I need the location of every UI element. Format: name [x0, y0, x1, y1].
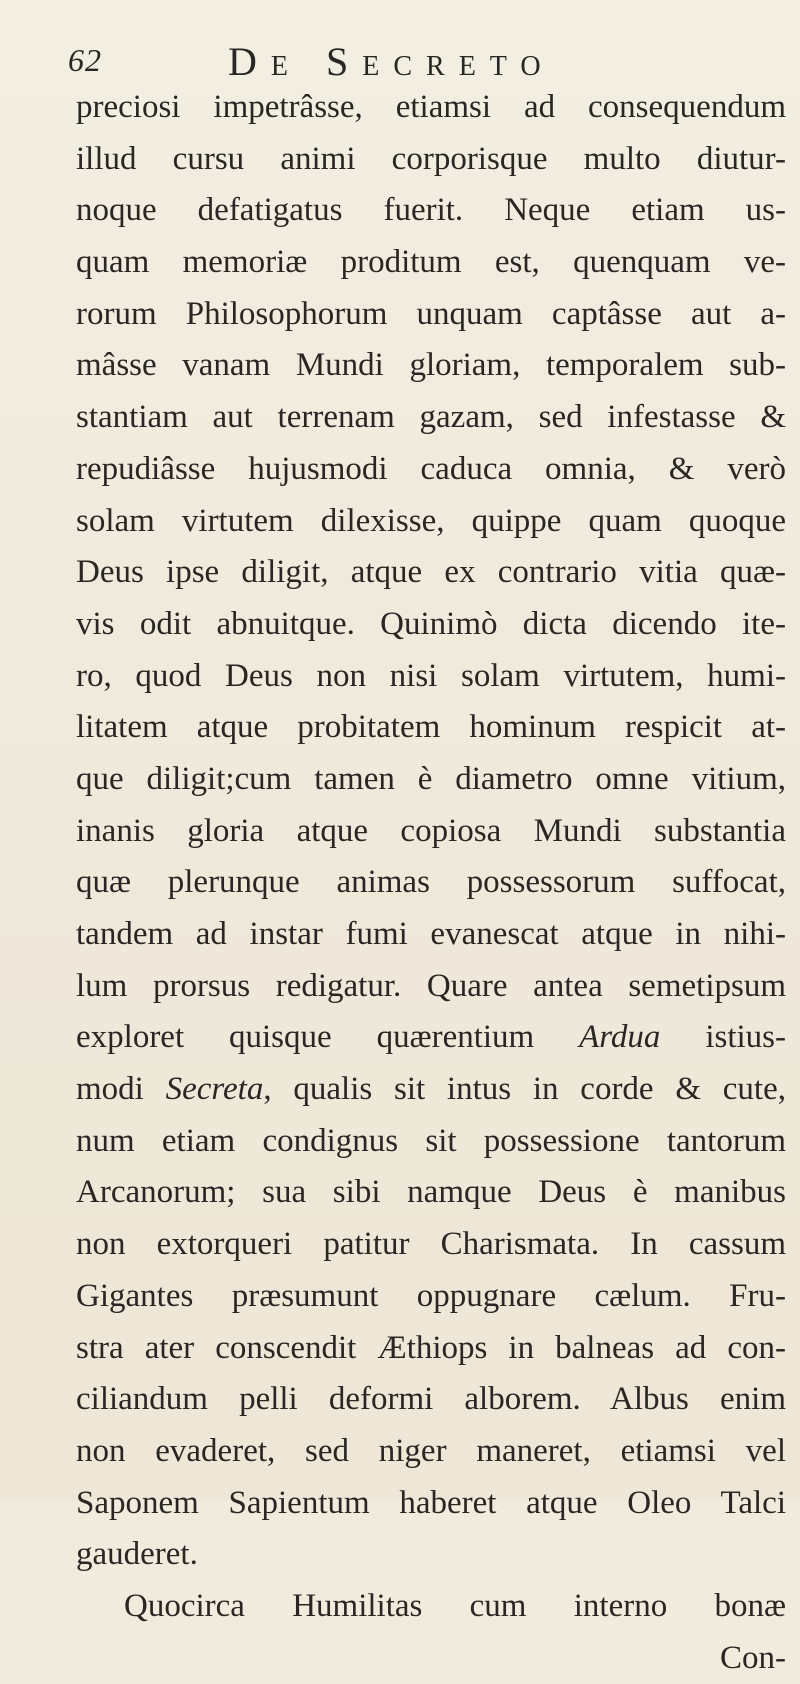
body-text [76, 82, 786, 1684]
text-line: lum prorsus redigatur. Quare antea semetipsum [76, 967, 786, 1004]
text-line: Deus ipse diligit, atque ex contrario vitia quæ- [76, 554, 786, 591]
page-number: 62 [68, 42, 102, 78]
text-line: repudiâsse hujusmodi caduca omnia, & verò [76, 450, 786, 487]
text-span: istius- [705, 1019, 787, 1056]
text-line-with-italic [76, 1012, 786, 1064]
text-span: , qualis sit intus in corde & cute, [263, 1071, 786, 1108]
text-line-with-italic [76, 1064, 786, 1116]
text-line: mâsse vanam Mundi gloriam, temporalem sub- [76, 347, 786, 384]
text-line: tandem ad instar fumi evanescat atque in nihi- [76, 916, 786, 952]
text-line: Gigantes præsumunt oppugnare cælum. Fru- [76, 1277, 786, 1314]
text-line: non extorqueri patitur Charismata. In cassum [76, 1226, 786, 1263]
text-line: vis odit abnuitque. Quinimò dicta dicendo ite- [76, 605, 786, 642]
text-line: Arcanorum; sua sibi namque Deus è manibus [76, 1174, 786, 1211]
text-line: rorum Philosophorum unquam captâsse aut a- [76, 295, 786, 332]
text-line: num etiam condignus sit possessione tantorum [76, 1122, 786, 1159]
text-line: inanis gloria atque copiosa Mundi substantia [76, 812, 786, 849]
text-line: que diligit;cum tamen è diametro omne vitium, [76, 760, 786, 797]
text-line: ciliandum pelli deformi alborem. Albus enim [76, 1381, 786, 1418]
text-span: modi [76, 1071, 144, 1108]
text-line: quæ plerunque animas possessorum suffocat, [76, 864, 786, 901]
text-line: stantiam aut terrenam gazam, sed infestasse & [76, 399, 786, 436]
text-line: preciosi impetrâsse, etiamsi ad consequendum [76, 89, 786, 125]
running-head: De Secreto [228, 39, 555, 84]
italic-word: Ardua [579, 1019, 661, 1056]
text-line: quam memoriæ proditum est, quenquam ve- [76, 244, 786, 281]
text-line: stra ater conscendit Æthiops in balneas ad con- [76, 1329, 786, 1366]
text-line: non evaderet, sed niger maneret, etiamsi vel [76, 1432, 786, 1469]
text-line: gauderet. [76, 1536, 198, 1573]
text-line: litatem atque probitatem hominum respicit at- [76, 709, 786, 746]
catchword: Con- [720, 1639, 786, 1676]
text-line: illud cursu animi corporisque multo diutur- [76, 140, 786, 177]
text-line: Quocirca Humilitas cum interno bonæ [124, 1587, 786, 1624]
text-line: solam virtutem dilexisse, quippe quam quoque [76, 502, 786, 539]
text-line: ro, quod Deus non nisi solam virtutem, humi- [76, 657, 786, 694]
text-line: noque defatigatus fuerit. Neque etiam us- [76, 192, 786, 229]
text-span: exploret quisque quærentium [76, 1019, 535, 1056]
italic-word: Secreta [165, 1071, 264, 1108]
text-line: Saponem Sapientum haberet atque Oleo Talci [76, 1484, 786, 1521]
